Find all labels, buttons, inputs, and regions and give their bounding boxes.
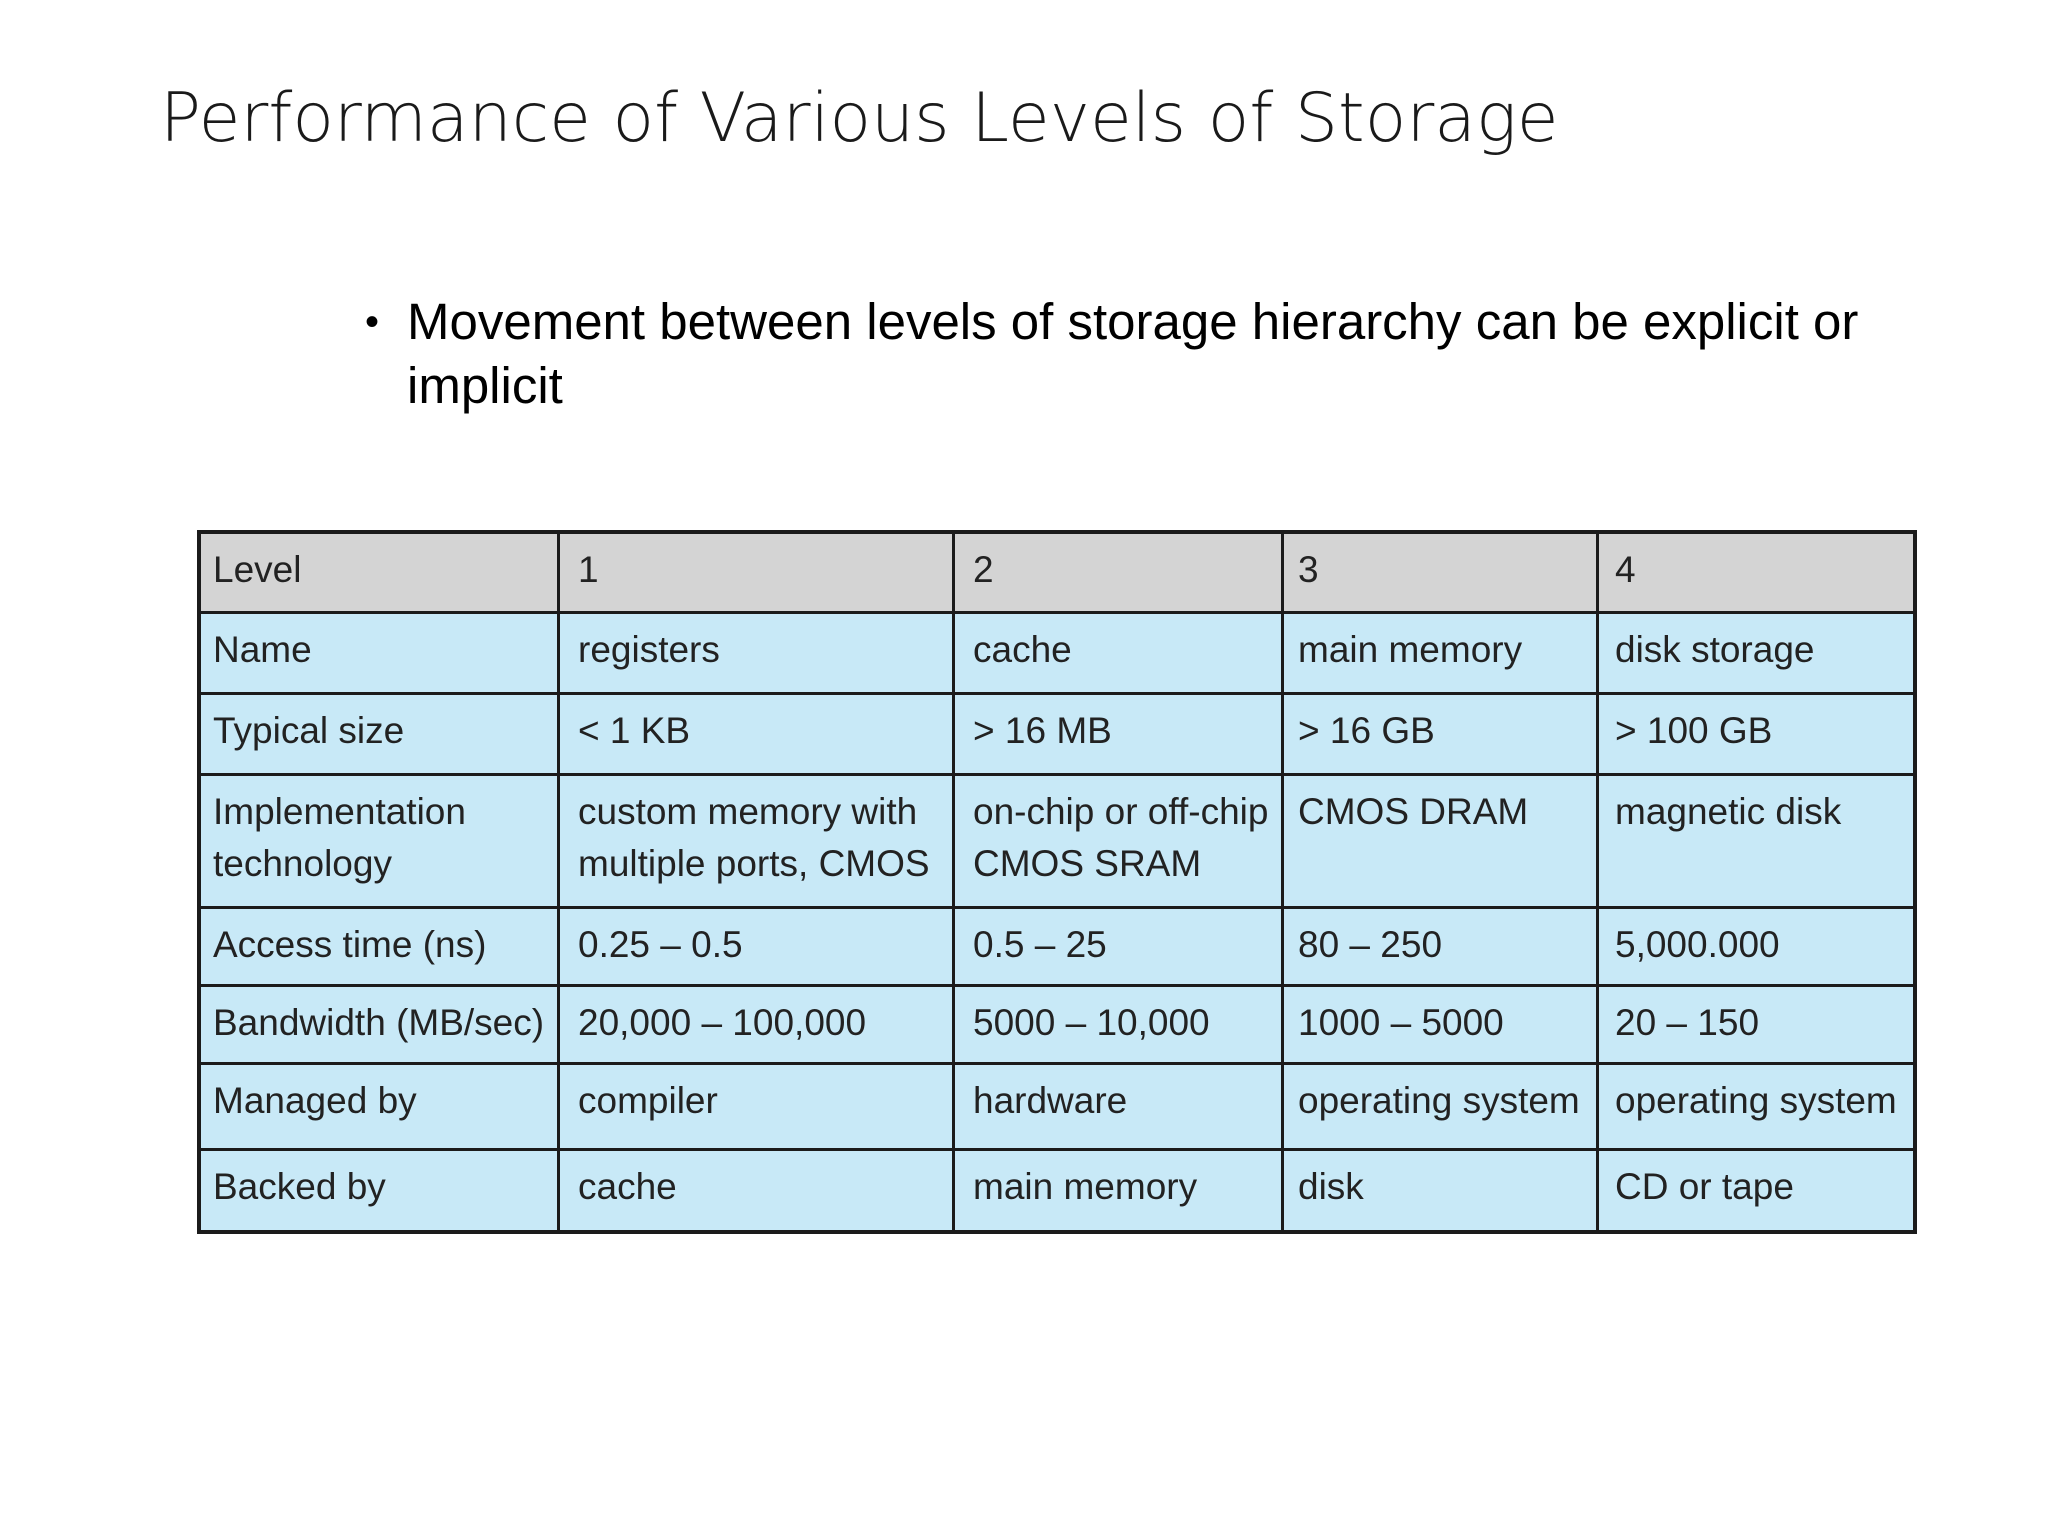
table-cell: compiler: [559, 1064, 954, 1150]
table-row-access-time: [199, 908, 1915, 986]
table-cell: registers: [559, 613, 954, 694]
slide-title: Performance of Various Levels of Storage: [160, 79, 1559, 158]
row-label: Managed by: [199, 1064, 559, 1150]
table-row-name: [199, 613, 1915, 694]
row-label: Name: [199, 613, 559, 694]
header-cell: 3: [1283, 532, 1598, 613]
table-cell: cache: [954, 613, 1283, 694]
table-cell: > 16 MB: [954, 694, 1283, 775]
storage-levels-table: [197, 530, 1917, 1234]
table-cell: operating system: [1598, 1064, 1916, 1150]
table-cell: main memory: [1283, 613, 1598, 694]
table-cell: custom memory with multiple ports, CMOS: [559, 775, 954, 908]
bullet-icon: •: [365, 300, 380, 344]
table-cell: 0.25 – 0.5: [559, 908, 954, 986]
table-cell: hardware: [954, 1064, 1283, 1150]
table-row-implementation: [199, 775, 1915, 908]
table-cell: magnetic disk: [1598, 775, 1916, 908]
table-cell: < 1 KB: [559, 694, 954, 775]
table-row-backed-by: [199, 1150, 1915, 1233]
header-cell: 4: [1598, 532, 1916, 613]
table-header-row: [199, 532, 1915, 613]
table-cell: 80 – 250: [1283, 908, 1598, 986]
table-cell: CMOS DRAM: [1283, 775, 1598, 908]
table-cell: on-chip or off-chip CMOS SRAM: [954, 775, 1283, 908]
table-cell: 5,000.000: [1598, 908, 1916, 986]
row-label: Access time (ns): [199, 908, 559, 986]
table-cell: main memory: [954, 1150, 1283, 1233]
table-cell: 20 – 150: [1598, 986, 1916, 1064]
table-cell: 5000 – 10,000: [954, 986, 1283, 1064]
row-label: Bandwidth (MB/sec): [199, 986, 559, 1064]
bullet-text: Movement between levels of storage hierarchy can be explicit or implicit: [407, 293, 1859, 414]
table-cell: 1000 – 5000: [1283, 986, 1598, 1064]
table-cell: > 16 GB: [1283, 694, 1598, 775]
table-cell: > 100 GB: [1598, 694, 1916, 775]
table-cell: CD or tape: [1598, 1150, 1916, 1233]
table-row-bandwidth: [199, 986, 1915, 1064]
table-cell: cache: [559, 1150, 954, 1233]
table-cell: 20,000 – 100,000: [559, 986, 954, 1064]
table-row-size: [199, 694, 1915, 775]
row-label: Backed by: [199, 1150, 559, 1233]
table-cell: operating system: [1283, 1064, 1598, 1150]
table-cell: disk storage: [1598, 613, 1916, 694]
header-cell: 2: [954, 532, 1283, 613]
table-cell: 0.5 – 25: [954, 908, 1283, 986]
table-row-managed-by: [199, 1064, 1915, 1150]
header-cell: 1: [559, 532, 954, 613]
row-label: Typical size: [199, 694, 559, 775]
table-cell: disk: [1283, 1150, 1598, 1233]
header-cell: Level: [199, 532, 559, 613]
row-label: Implementation technology: [199, 775, 559, 908]
